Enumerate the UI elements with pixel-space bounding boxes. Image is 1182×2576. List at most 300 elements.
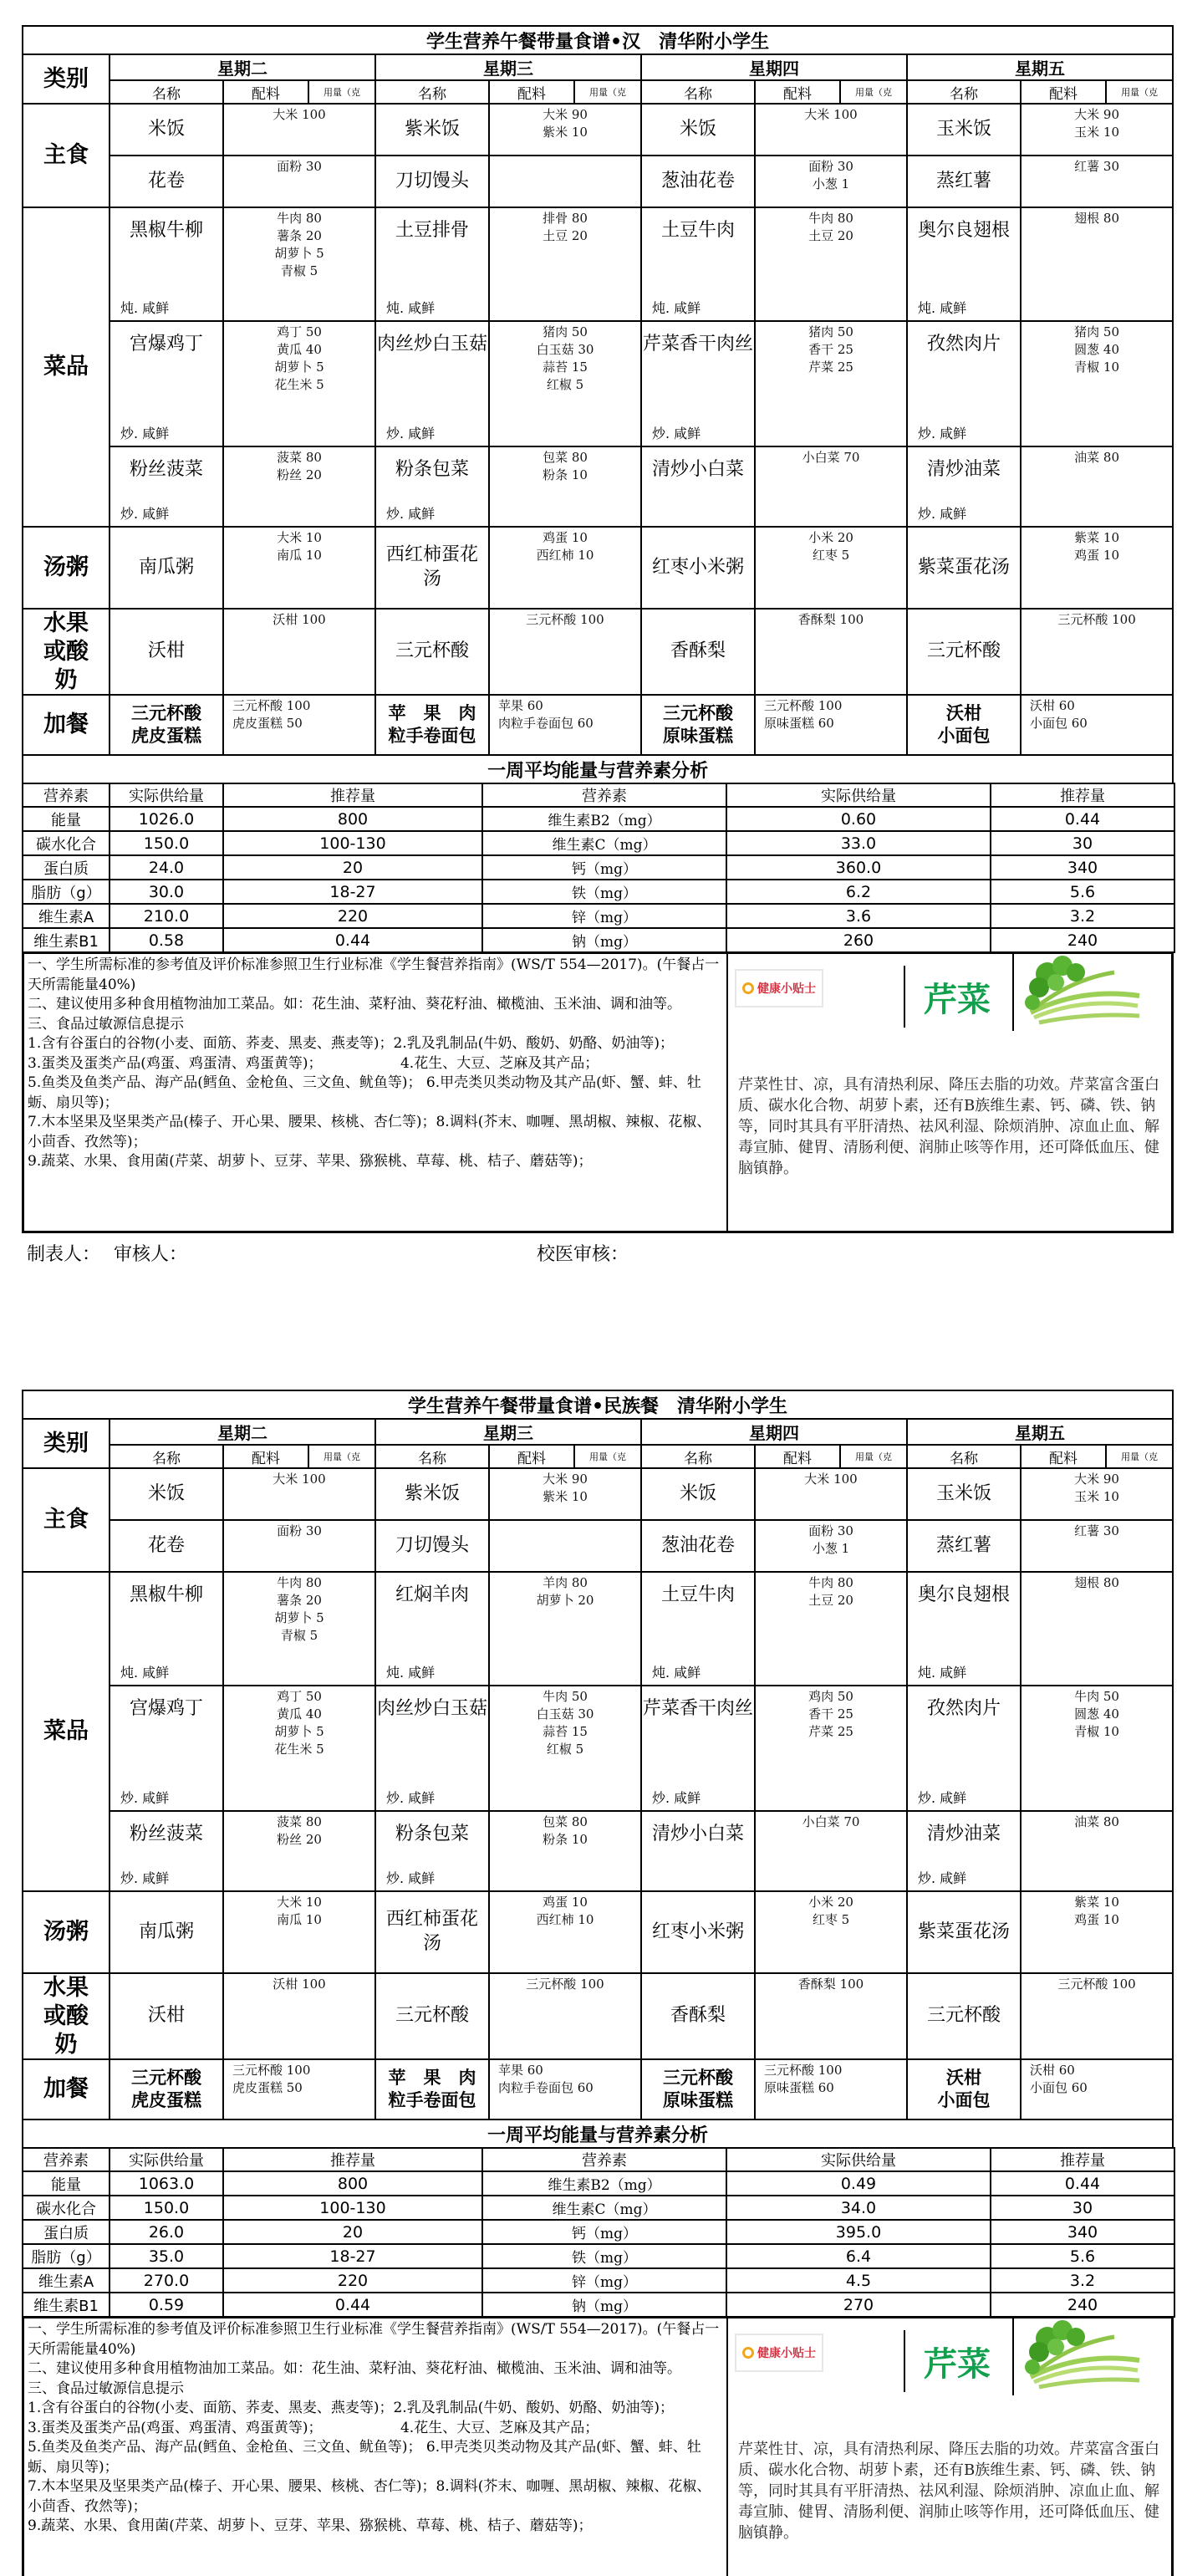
cooking-method: 炖. 咸鲜 (120, 300, 170, 316)
category-snack: 加餐 (23, 2059, 110, 2119)
dish-name: 三元杯酸 (375, 609, 489, 695)
nutrition-header: 推荐量 (223, 783, 482, 807)
snack-name: 苹 果 肉 粒手卷面包 (375, 2059, 489, 2119)
nutrition-cell: 3.2 (991, 2268, 1174, 2293)
col-amount-header: 用量（克 (1106, 80, 1173, 104)
dish-name: 西红柿蛋花汤 (375, 1891, 489, 1973)
ingredients: 红薯 30 (1021, 1520, 1173, 1572)
nutrition-cell: 800 (223, 807, 482, 831)
ingredients: 排骨 80 土豆 20 (489, 207, 641, 321)
notes-text: 一、学生所需标准的参考值及评价标准参照卫生行业标准《学生餐营养指南》(WS/T 554—2017)。(午餐占一天所需能量40%) 二、建议使用多种食用植物油加工菜品。如：花生油、菜籽油、葵花籽油、橄榄油、玉米油、调和油等。 三、食品过敏源信息提示 1.含有谷蛋白的谷物(小麦、面筋、荞麦、黑麦、燕麦等)；2.乳及乳制品(牛奶、酸奶、奶酪、奶油等)； 3.蛋类及蛋类产品(鸡蛋、鸡蛋清、鸡蛋黄等)； 4.花生、大豆、芝麻及其产品； 5.鱼类及鱼类产品、海产品(鳕鱼、金枪鱼、三文鱼、鱿鱼等)； 6.甲壳类贝类动物及其产品(虾、蟹、蚌、牡蛎、扇贝等)； 7.木本坚果及坚果类产品(榛子、开心果、腰果、核桃、杏仁等)；8.调料(芥末、咖喱、黑胡椒、辣椒、花椒、小茴香、孜然等)； 9.蔬菜、水果、食用菌(芹菜、胡萝卜、豆芽、苹果、猕猴桃、草莓、桃、桔子、蘑菇等)； (24, 2318, 728, 2576)
dish-name: 南瓜粥 (110, 1891, 223, 1973)
nutrition-cell: 35.0 (110, 2244, 223, 2268)
nutrition-cell: 0.60 (726, 807, 991, 831)
col-amount-header: 用量（克 (574, 1445, 641, 1468)
dish-name: 紫菜蛋花汤 (907, 527, 1021, 609)
day-header: 星期二 (110, 54, 375, 80)
cooking-method: 炖. 咸鲜 (386, 300, 436, 316)
nutrition-header: 营养素 (23, 783, 110, 807)
dish-name: 土豆排骨 (395, 220, 469, 241)
ingredients: 三元杯酸 100 虎皮蛋糕 50 (223, 695, 375, 755)
nutrition-header: 推荐量 (991, 2148, 1174, 2171)
nutrition-cell: 0.58 (110, 928, 223, 952)
dish-name: 紫米饭 (375, 1468, 489, 1520)
menu-sheet-han (22, 25, 1174, 1267)
dish-name: 芹菜香干肉丝 (642, 1698, 753, 1719)
dish-name: 孜然肉片 (926, 334, 1001, 355)
day-header: 星期二 (110, 1419, 375, 1445)
ingredients: 牛肉 80 薯条 20 胡萝卜 5 青椒 5 (223, 1572, 375, 1686)
ingredients: 包菜 80 粉条 10 (489, 1811, 641, 1891)
dish-cell (641, 321, 755, 446)
celery-icon (1012, 2318, 1148, 2395)
ingredients: 大米 100 (223, 1468, 375, 1520)
nutrition-cell: 220 (223, 2268, 482, 2293)
nutrition-cell: 锌（mg） (482, 2268, 726, 2293)
dish-name: 土豆牛肉 (660, 220, 735, 241)
dish-name: 南瓜粥 (110, 527, 223, 609)
nutrition-cell: 260 (726, 928, 991, 952)
dish-cell (907, 1686, 1021, 1811)
nutrition-cell: 26.0 (110, 2220, 223, 2244)
dish-name: 奥尔良翅根 (917, 1584, 1010, 1605)
dish-name: 肉丝炒白玉菇 (376, 334, 487, 355)
ingredients: 大米 90 玉米 10 (1021, 104, 1173, 156)
ingredients: 小米 20 红枣 5 (755, 527, 907, 609)
nutrition-cell: 钠（mg） (482, 2293, 726, 2317)
dish-name: 黑椒牛柳 (129, 220, 203, 241)
cooking-method: 炖. 咸鲜 (120, 1665, 170, 1681)
category-header: 类别 (23, 54, 110, 104)
col-ingredient-header: 配料 (755, 1445, 840, 1468)
health-tip-panel (728, 2318, 1171, 2576)
nutrition-cell: 钠（mg） (482, 928, 726, 952)
celery-icon (1012, 954, 1148, 1031)
nutrition-cell: 6.4 (726, 2244, 991, 2268)
nutrition-cell: 20 (223, 2220, 482, 2244)
nutrition-cell: 30 (991, 831, 1174, 855)
menu-table (22, 1390, 1174, 2149)
category-staple: 主食 (23, 1468, 110, 1572)
snack-name: 沃柑 小面包 (907, 2059, 1021, 2119)
category-soup: 汤粥 (23, 1891, 110, 1973)
nutrition-cell: 0.49 (726, 2171, 991, 2196)
ingredients: 三元杯酸 100 虎皮蛋糕 50 (223, 2059, 375, 2119)
menu-sheet-ethnic (22, 1390, 1174, 2576)
footer-doctor: 校医审核： (537, 1244, 629, 1266)
dish-name: 宫爆鸡丁 (129, 1698, 203, 1719)
col-ingredient-header: 配料 (489, 1445, 574, 1468)
category-fruit-label: 水果或酸奶 (43, 1975, 89, 2058)
smile-icon (742, 2347, 754, 2359)
cooking-method: 炖. 咸鲜 (386, 1665, 436, 1681)
dish-cell (907, 1811, 1021, 1891)
nutrition-cell: 800 (223, 2171, 482, 2196)
nutrition-cell: 脂肪（g） (23, 880, 110, 904)
health-tip-label: 健康小贴士 (757, 982, 816, 997)
dish-name: 三元杯酸 (907, 609, 1021, 695)
nutrition-header: 实际供给量 (726, 2148, 991, 2171)
nutrition-cell: 能量 (23, 807, 110, 831)
nutrition-cell: 18-27 (223, 880, 482, 904)
nutrition-cell: 3.2 (991, 904, 1174, 928)
dish-cell (641, 207, 755, 321)
ingredients: 三元杯酸 100 原味蛋糕 60 (755, 2059, 907, 2119)
dish-name: 三元杯酸 (375, 1973, 489, 2059)
ingredients: 猪肉 50 圆葱 40 青椒 10 (1021, 321, 1173, 446)
ingredients: 三元杯酸 100 原味蛋糕 60 (755, 695, 907, 755)
nutrition-cell: 4.5 (726, 2268, 991, 2293)
col-amount-header: 用量（克 (308, 80, 375, 104)
cooking-method: 炒. 咸鲜 (918, 506, 967, 522)
ingredients: 牛肉 80 土豆 20 (755, 207, 907, 321)
ingredients: 羊肉 80 胡萝卜 20 (489, 1572, 641, 1686)
cooking-method: 炒. 咸鲜 (918, 426, 967, 441)
nutrition-cell: 18-27 (223, 2244, 482, 2268)
ingredients: 小米 20 红枣 5 (755, 1891, 907, 1973)
ingredients: 牛肉 50 白玉菇 30 蒜苔 15 红椒 5 (489, 1686, 641, 1811)
dish-cell (641, 1686, 755, 1811)
nutrition-header: 推荐量 (991, 783, 1174, 807)
nutrition-cell: 395.0 (726, 2220, 991, 2244)
dish-name: 肉丝炒白玉菇 (376, 1698, 487, 1719)
cooking-method: 炒. 咸鲜 (120, 1790, 170, 1806)
ingredients: 香酥梨 100 (755, 1973, 907, 2059)
dish-name: 沃柑 (110, 609, 223, 695)
category-snack: 加餐 (23, 695, 110, 755)
ingredients: 沃柑 100 (223, 609, 375, 695)
nutrition-header: 实际供给量 (110, 2148, 223, 2171)
dish-name: 粉丝菠菜 (129, 459, 203, 480)
nutrition-cell: 1063.0 (110, 2171, 223, 2196)
dish-name: 紫米饭 (375, 104, 489, 156)
nutrition-cell: 240 (991, 928, 1174, 952)
nutrition-cell: 维生素B2（mg） (482, 2171, 726, 2196)
nutrition-cell: 0.44 (223, 2293, 482, 2317)
ingredients: 大米 10 南瓜 10 (223, 527, 375, 609)
col-amount-header: 用量（克 (840, 1445, 907, 1468)
dish-name: 蒸红薯 (907, 1520, 1021, 1572)
nutrition-cell: 24.0 (110, 855, 223, 880)
ingredients: 大米 90 玉米 10 (1021, 1468, 1173, 1520)
dish-name: 米饭 (110, 1468, 223, 1520)
ingredients: 牛肉 80 土豆 20 (755, 1572, 907, 1686)
dish-cell (375, 446, 489, 527)
menu-title: 学生营养午餐带量食谱•民族餐 清华附小学生 (23, 1390, 1173, 1419)
health-tip-label: 健康小贴士 (757, 2347, 816, 2361)
nutrition-cell: 0.59 (110, 2293, 223, 2317)
ingredients (489, 156, 641, 207)
dish-name: 刀切馒头 (375, 156, 489, 207)
ingredients: 油菜 80 (1021, 1811, 1173, 1891)
col-ingredient-header: 配料 (223, 1445, 308, 1468)
nutrition-cell: 维生素C（mg） (482, 831, 726, 855)
nutrition-cell: 3.6 (726, 904, 991, 928)
nutrition-cell: 钙（mg） (482, 855, 726, 880)
dish-cell (110, 1572, 223, 1686)
nutrition-cell: 锌（mg） (482, 904, 726, 928)
dish-cell (375, 1811, 489, 1891)
dish-name: 土豆牛肉 (660, 1584, 735, 1605)
dish-cell (110, 207, 223, 321)
col-name-header: 名称 (907, 1445, 1021, 1468)
vegetable-name: 芹菜 (904, 2330, 1009, 2392)
col-amount-header: 用量（克 (574, 80, 641, 104)
snack-name: 苹 果 肉 粒手卷面包 (375, 695, 489, 755)
ingredients: 三元杯酸 100 (1021, 1973, 1173, 2059)
dish-name: 刀切馒头 (375, 1520, 489, 1572)
dish-name: 花卷 (110, 156, 223, 207)
col-name-header: 名称 (907, 80, 1021, 104)
nutrition-cell: 能量 (23, 2171, 110, 2196)
nutrition-cell: 240 (991, 2293, 1174, 2317)
cooking-method: 炖. 咸鲜 (918, 300, 967, 316)
category-dish: 菜品 (23, 1572, 110, 1891)
dish-name: 玉米饭 (907, 104, 1021, 156)
nutrition-cell: 0.44 (223, 928, 482, 952)
cooking-method: 炖. 咸鲜 (652, 1665, 701, 1681)
cooking-method: 炒. 咸鲜 (386, 1790, 436, 1806)
nutrition-cell: 脂肪（g） (23, 2244, 110, 2268)
nutrition-cell: 碳水化合 (23, 2196, 110, 2220)
col-name-header: 名称 (110, 80, 223, 104)
cooking-method: 炒. 咸鲜 (386, 506, 436, 522)
nutrition-cell: 220 (223, 904, 482, 928)
nutrition-cell: 34.0 (726, 2196, 991, 2220)
footer-preparer: 制表人： (27, 1244, 101, 1266)
nutrition-cell: 维生素A (23, 2268, 110, 2293)
dish-name: 孜然肉片 (926, 1698, 1001, 1719)
ingredients: 小白菜 70 (755, 446, 907, 527)
dish-name: 清炒油菜 (926, 1824, 1001, 1844)
nutrition-cell: 30.0 (110, 880, 223, 904)
dish-cell (907, 321, 1021, 446)
cooking-method: 炒. 咸鲜 (386, 1870, 436, 1886)
day-header: 星期三 (375, 1419, 641, 1445)
ingredients: 翅根 80 (1021, 207, 1173, 321)
dish-name: 紫菜蛋花汤 (907, 1891, 1021, 1973)
day-header: 星期三 (375, 54, 641, 80)
nutrition-header: 营养素 (482, 2148, 726, 2171)
nutrition-cell: 维生素A (23, 904, 110, 928)
ingredients: 鸡丁 50 黄瓜 40 胡萝卜 5 花生米 5 (223, 1686, 375, 1811)
ingredients: 苹果 60 肉粒手卷面包 60 (489, 695, 641, 755)
nutrition-table (22, 783, 1175, 953)
nutrition-cell: 270 (726, 2293, 991, 2317)
day-header: 星期五 (907, 1419, 1173, 1445)
category-dish: 菜品 (23, 207, 110, 527)
nutrition-header: 营养素 (23, 2148, 110, 2171)
dish-cell (907, 446, 1021, 527)
ingredients: 三元杯酸 100 (1021, 609, 1173, 695)
cooking-method: 炒. 咸鲜 (918, 1870, 967, 1886)
dish-name: 米饭 (641, 104, 755, 156)
ingredients: 鸡丁 50 黄瓜 40 胡萝卜 5 花生米 5 (223, 321, 375, 446)
snack-name: 三元杯酸 原味蛋糕 (641, 2059, 755, 2119)
col-name-header: 名称 (641, 1445, 755, 1468)
ingredients: 三元杯酸 100 (489, 609, 641, 695)
nutrition-cell: 1026.0 (110, 807, 223, 831)
dish-cell (641, 446, 755, 527)
health-tip-badge (735, 969, 823, 1007)
nutrition-cell: 150.0 (110, 2196, 223, 2220)
dish-name: 黑椒牛柳 (129, 1584, 203, 1605)
dish-name: 香酥梨 (641, 609, 755, 695)
cooking-method: 炒. 咸鲜 (120, 1870, 170, 1886)
category-fruit (23, 609, 110, 695)
ingredients: 苹果 60 肉粒手卷面包 60 (489, 2059, 641, 2119)
snack-name: 三元杯酸 虎皮蛋糕 (110, 2059, 223, 2119)
dish-cell (907, 1572, 1021, 1686)
nutrition-cell: 100-130 (223, 2196, 482, 2220)
nutrition-cell: 5.6 (991, 880, 1174, 904)
col-amount-header: 用量（克 (308, 1445, 375, 1468)
nutrition-cell: 210.0 (110, 904, 223, 928)
cooking-method: 炒. 咸鲜 (120, 426, 170, 441)
nutrition-header: 营养素 (482, 783, 726, 807)
dish-cell (110, 446, 223, 527)
col-ingredient-header: 配料 (489, 80, 574, 104)
notes-box (22, 2316, 1174, 2576)
nutrition-cell: 360.0 (726, 855, 991, 880)
dish-name: 香酥梨 (641, 1973, 755, 2059)
ingredients: 小白菜 70 (755, 1811, 907, 1891)
cooking-method: 炒. 咸鲜 (120, 506, 170, 522)
nutrition-table (22, 2147, 1175, 2318)
ingredients: 沃柑 60 小面包 60 (1021, 695, 1173, 755)
nutrition-cell: 钙（mg） (482, 2220, 726, 2244)
weekly-analysis-title: 一周平均能量与营养素分析 (23, 2119, 1173, 2148)
health-tip-badge (735, 2334, 823, 2372)
ingredients: 菠菜 80 粉丝 20 (223, 1811, 375, 1891)
notes-text: 一、学生所需标准的参考值及评价标准参照卫生行业标准《学生餐营养指南》(WS/T 554—2017)。(午餐占一天所需能量40%) 二、建议使用多种食用植物油加工菜品。如：花生油、菜籽油、葵花籽油、橄榄油、玉米油、调和油等。 三、食品过敏源信息提示 1.含有谷蛋白的谷物(小麦、面筋、荞麦、黑麦、燕麦等)；2.乳及乳制品(牛奶、酸奶、奶酪、奶油等)； 3.蛋类及蛋类产品(鸡蛋、鸡蛋清、鸡蛋黄等)； 4.花生、大豆、芝麻及其产品； 5.鱼类及鱼类产品、海产品(鳕鱼、金枪鱼、三文鱼、鱿鱼等)； 6.甲壳类贝类动物及其产品(虾、蟹、蚌、牡蛎、扇贝等)； 7.木本坚果及坚果类产品(榛子、开心果、腰果、核桃、杏仁等)；8.调料(芥末、咖喱、黑胡椒、辣椒、花椒、小茴香、孜然等)； 9.蔬菜、水果、食用菌(芹菜、胡萝卜、豆芽、苹果、猕猴桃、草莓、桃、桔子、蘑菇等)； (24, 954, 728, 1231)
snack-name: 三元杯酸 虎皮蛋糕 (110, 695, 223, 755)
nutrition-cell: 蛋白质 (23, 855, 110, 880)
col-ingredient-header: 配料 (223, 80, 308, 104)
ingredients: 菠菜 80 粉丝 20 (223, 446, 375, 527)
ingredients: 大米 90 紫米 10 (489, 104, 641, 156)
nutrition-cell: 5.6 (991, 2244, 1174, 2268)
dish-cell (375, 1686, 489, 1811)
ingredients: 沃柑 100 (223, 1973, 375, 2059)
nutrition-cell: 270.0 (110, 2268, 223, 2293)
dish-name: 花卷 (110, 1520, 223, 1572)
cooking-method: 炒. 咸鲜 (918, 1790, 967, 1806)
nutrition-cell: 维生素B1 (23, 928, 110, 952)
nutrition-cell: 100-130 (223, 831, 482, 855)
category-fruit (23, 1973, 110, 2059)
ingredients: 大米 100 (755, 1468, 907, 1520)
ingredients: 红薯 30 (1021, 156, 1173, 207)
ingredients: 鸡肉 50 香干 25 芹菜 25 (755, 1686, 907, 1811)
ingredients: 大米 90 紫米 10 (489, 1468, 641, 1520)
nutrition-cell: 蛋白质 (23, 2220, 110, 2244)
ingredients: 油菜 80 (1021, 446, 1173, 527)
col-amount-header: 用量（克 (840, 80, 907, 104)
smile-icon (742, 982, 754, 994)
nutrition-header: 实际供给量 (110, 783, 223, 807)
dish-name: 西红柿蛋花汤 (375, 527, 489, 609)
category-fruit-label: 水果或酸奶 (43, 610, 89, 693)
ingredients: 鸡蛋 10 西红柿 10 (489, 527, 641, 609)
ingredients: 面粉 30 (223, 156, 375, 207)
nutrition-header: 实际供给量 (726, 783, 991, 807)
nutrition-cell: 维生素B1 (23, 2293, 110, 2317)
dish-cell (641, 1811, 755, 1891)
dish-name: 葱油花卷 (641, 156, 755, 207)
dish-name: 宫爆鸡丁 (129, 334, 203, 355)
ingredients: 面粉 30 (223, 1520, 375, 1572)
nutrition-cell: 0.44 (991, 807, 1174, 831)
nutrition-cell: 6.2 (726, 880, 991, 904)
category-soup: 汤粥 (23, 527, 110, 609)
ingredients: 沃柑 60 小面包 60 (1021, 2059, 1173, 2119)
dish-name: 葱油花卷 (641, 1520, 755, 1572)
ingredients: 鸡蛋 10 西红柿 10 (489, 1891, 641, 1973)
dish-name: 米饭 (110, 104, 223, 156)
menu-title: 学生营养午餐带量食谱•汉 清华附小学生 (23, 26, 1173, 54)
notes-box (22, 951, 1174, 1233)
cooking-method: 炒. 咸鲜 (652, 1790, 701, 1806)
col-ingredient-header: 配料 (755, 80, 840, 104)
col-name-header: 名称 (641, 80, 755, 104)
cooking-method: 炖. 咸鲜 (652, 300, 701, 316)
dish-name: 清炒油菜 (926, 459, 1001, 480)
ingredients: 猪肉 50 香干 25 芹菜 25 (755, 321, 907, 446)
dish-cell (375, 207, 489, 321)
nutrition-cell: 维生素B2（mg） (482, 807, 726, 831)
snack-name: 三元杯酸 原味蛋糕 (641, 695, 755, 755)
dish-cell (110, 321, 223, 446)
nutrition-cell: 20 (223, 855, 482, 880)
ingredients: 香酥梨 100 (755, 609, 907, 695)
dish-name: 沃柑 (110, 1973, 223, 2059)
ingredients: 面粉 30 小葱 1 (755, 1520, 907, 1572)
dish-cell (110, 1686, 223, 1811)
vegetable-description: 芹菜性甘、凉，具有清热利尿、降压去脂的功效。芹菜富含蛋白质、碳水化合物、胡萝卜素，还有B族维生素、钙、磷、铁、钠等，同时其具有平肝清热、祛风利湿、除烦消肿、凉血止血、解毒宣肺、健胃、清肠利便、润肺止咳等作用，还可降低血压、健脑镇静。 (738, 2441, 1159, 2543)
day-header: 星期四 (641, 1419, 907, 1445)
dish-cell (907, 207, 1021, 321)
dish-name: 粉条包菜 (395, 459, 469, 480)
ingredients: 三元杯酸 100 (489, 1973, 641, 2059)
col-name-header: 名称 (110, 1445, 223, 1468)
nutrition-cell: 30 (991, 2196, 1174, 2220)
cooking-method: 炖. 咸鲜 (918, 1665, 967, 1681)
dish-name: 红焖羊肉 (395, 1584, 469, 1605)
ingredients: 大米 100 (755, 104, 907, 156)
dish-name: 清炒小白菜 (651, 1824, 744, 1844)
footer-reviewer: 审核人： (114, 1244, 188, 1266)
ingredients: 大米 10 南瓜 10 (223, 1891, 375, 1973)
cooking-method: 炒. 咸鲜 (386, 426, 436, 441)
day-header: 星期四 (641, 54, 907, 80)
signature-footer (22, 1233, 1174, 1267)
col-amount-header: 用量（克 (1106, 1445, 1173, 1468)
ingredients: 牛肉 50 圆葱 40 青椒 10 (1021, 1686, 1173, 1811)
nutrition-cell: 维生素C（mg） (482, 2196, 726, 2220)
ingredients (489, 1520, 641, 1572)
nutrition-cell: 340 (991, 2220, 1174, 2244)
dish-name: 蒸红薯 (907, 156, 1021, 207)
dish-name: 红枣小米粥 (641, 1891, 755, 1973)
ingredients: 猪肉 50 白玉菇 30 蒜苔 15 红椒 5 (489, 321, 641, 446)
nutrition-cell: 33.0 (726, 831, 991, 855)
ingredients: 牛肉 80 薯条 20 胡萝卜 5 青椒 5 (223, 207, 375, 321)
category-header: 类别 (23, 1419, 110, 1468)
dish-cell (375, 321, 489, 446)
ingredients: 翅根 80 (1021, 1572, 1173, 1686)
dish-name: 三元杯酸 (907, 1973, 1021, 2059)
